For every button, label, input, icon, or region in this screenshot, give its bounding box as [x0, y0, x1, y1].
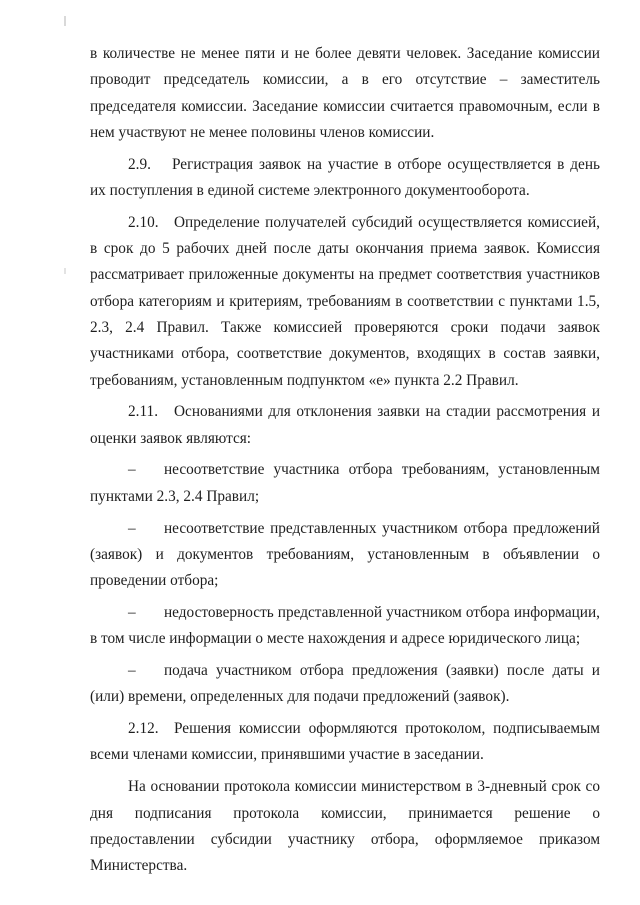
paragraph-2-9 [90, 152, 600, 205]
list-item [90, 658, 600, 711]
paragraph-continuation: в количестве не менее пяти и не более девяти человек. Заседание комиссии проводит председатель комиссии, а в его отсутствие – заместитель председателя комиссии. Заседание комиссии считается правомочным, если в нем участвуют не менее половины членов комиссии. [90, 45, 600, 141]
paragraph-final: На основании протокола комиссии министерством в 3-дневный срок со дня подписания протокола комиссии, принимается решение о предоставлении субсидии участнику отбора, оформляемое приказом Министерства. [90, 778, 600, 875]
list-item [90, 600, 600, 653]
clause-text: Основаниями для отклонения заявки на стадии рассмотрения и оценки заявок являются: [90, 403, 600, 447]
dash-bullet: – [128, 662, 136, 680]
list-item-text: подача участником отбора предложения (заявки) после даты и (или) времени, определенных для подачи предложений (заявок). [90, 662, 600, 706]
list-item-text: недостоверность представленной участником отбора информации, в том числе информации о месте нахождения и адресе юридического лица; [90, 603, 600, 648]
paragraph-2-12 [90, 716, 600, 769]
clause-number: 2.9. [128, 155, 151, 173]
clause-number: 2.12. [128, 720, 159, 738]
scan-artifact [64, 268, 66, 274]
list-item-text: несоответствие представленных участником отбора предложений (заявок) и документов требованиям, установленным в объявлении о проведении отбора; [90, 519, 600, 590]
scan-artifact [64, 16, 66, 26]
clause-text: Определение получателей субсидий осуществляется комиссией, в срок до 5 рабочих дней после даты окончания приема заявок. Комиссия рассматривает приложенные документы на предмет соответствия участников отбора категориям и критериям, требованиям в соответствии с пунктами 1.5, 2.3, 2.4 Правил. Также комиссией проверяются сроки подачи заявок участниками отбора, соответствие документов, входящих в состав заявки, требованиям, установленным подпунктом «е» пункта 2.2 Правил. [90, 213, 600, 389]
dash-bullet: – [128, 603, 136, 621]
list-item-text: несоответствие участника отбора требованиям, установленным пунктами 2.3, 2.4 Правил; [90, 461, 600, 505]
dash-bullet: – [128, 519, 136, 537]
clause-text: Регистрация заявок на участие в отборе осуществляется в день их поступления в единой системе электронного документооборота. [90, 155, 600, 199]
clause-text: Решения комиссии оформляются протоколом, подписываемым всеми членами комиссии, принявшими участие в заседании. [90, 720, 600, 764]
clause-number: 2.10. [128, 213, 159, 231]
document-body [90, 41, 600, 879]
paragraph-2-10 [90, 210, 600, 394]
list-item [90, 457, 600, 510]
list-item [90, 516, 600, 595]
clause-number: 2.11. [128, 403, 159, 421]
dash-bullet: – [128, 461, 136, 479]
paragraph-2-11 [90, 399, 600, 452]
